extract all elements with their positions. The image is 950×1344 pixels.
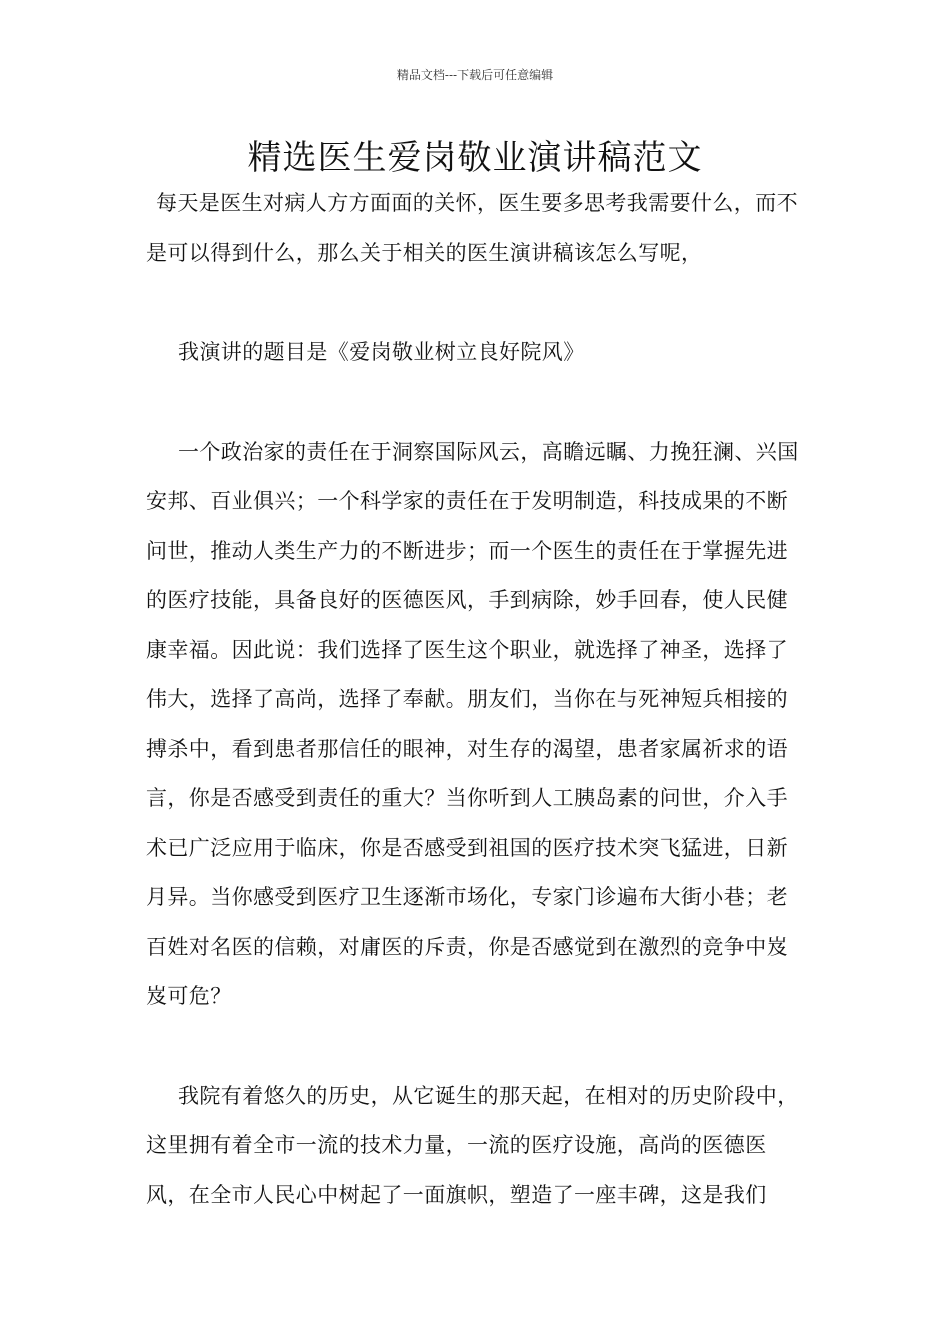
paragraph-intro: 每天是医生对病人方方面面的关怀，医生要多思考我需要什么，而不是可以得到什么，那么关于相关的医生演讲稿该怎么写呢， <box>146 191 798 265</box>
paragraph-hospital-history: 我院有着悠久的历史，从它诞生的那天起，在相对的历史阶段中，这里拥有着全市一流的技术力量，一流的医疗设施，高尚的医德医风，在全市人民心中树起了一面旗帜，塑造了一座丰碑，这是我们 <box>146 1083 799 1207</box>
paragraph-speech-topic: 我演讲的题目是《爱岗敬业树立良好院风》 <box>178 340 585 364</box>
page-header-note: 精品文档---下载后可任意编辑 <box>396 68 554 82</box>
document-body <box>146 179 806 1220</box>
document-title: 精选医生爱岗敬业演讲稿范文 <box>247 138 703 178</box>
paragraph-gap <box>146 1022 806 1072</box>
paragraph-responsibility: 一个政治家的责任在于洞察国际风云，高瞻远瞩、力挽狂澜、兴国安邦、百业俱兴；一个科学家的责任在于发明制造，科技成果的不断问世，推动人类生产力的不断进步；而一个医生的责任在于掌握先进的医疗技能，具备良好的医德医风，手到病除，妙手回春，使人民健康幸福。因此说：我们选择了医生这个职业，就选择了神圣，选择了伟大，选择了高尚，选择了奉献。朋友们，当你在与死神短兵相接的搏杀中，看到患者那信任的眼神，对生存的渴望，患者家属祈求的语言，你是否感受到责任的重大？当你听到人工胰岛素的问世，介入手术已广泛应用于临床，你是否感受到祖国的医疗技术突飞猛进，日新月异。当你感受到医疗卫生逐渐市场化，专家门诊遍布大街小巷；老百姓对名医的信赖，对庸医的斥责，你是否感觉到在激烈的竞争中岌岌可危？ <box>146 439 799 1008</box>
paragraph-gap <box>146 278 806 328</box>
paragraph-gap <box>146 378 806 428</box>
